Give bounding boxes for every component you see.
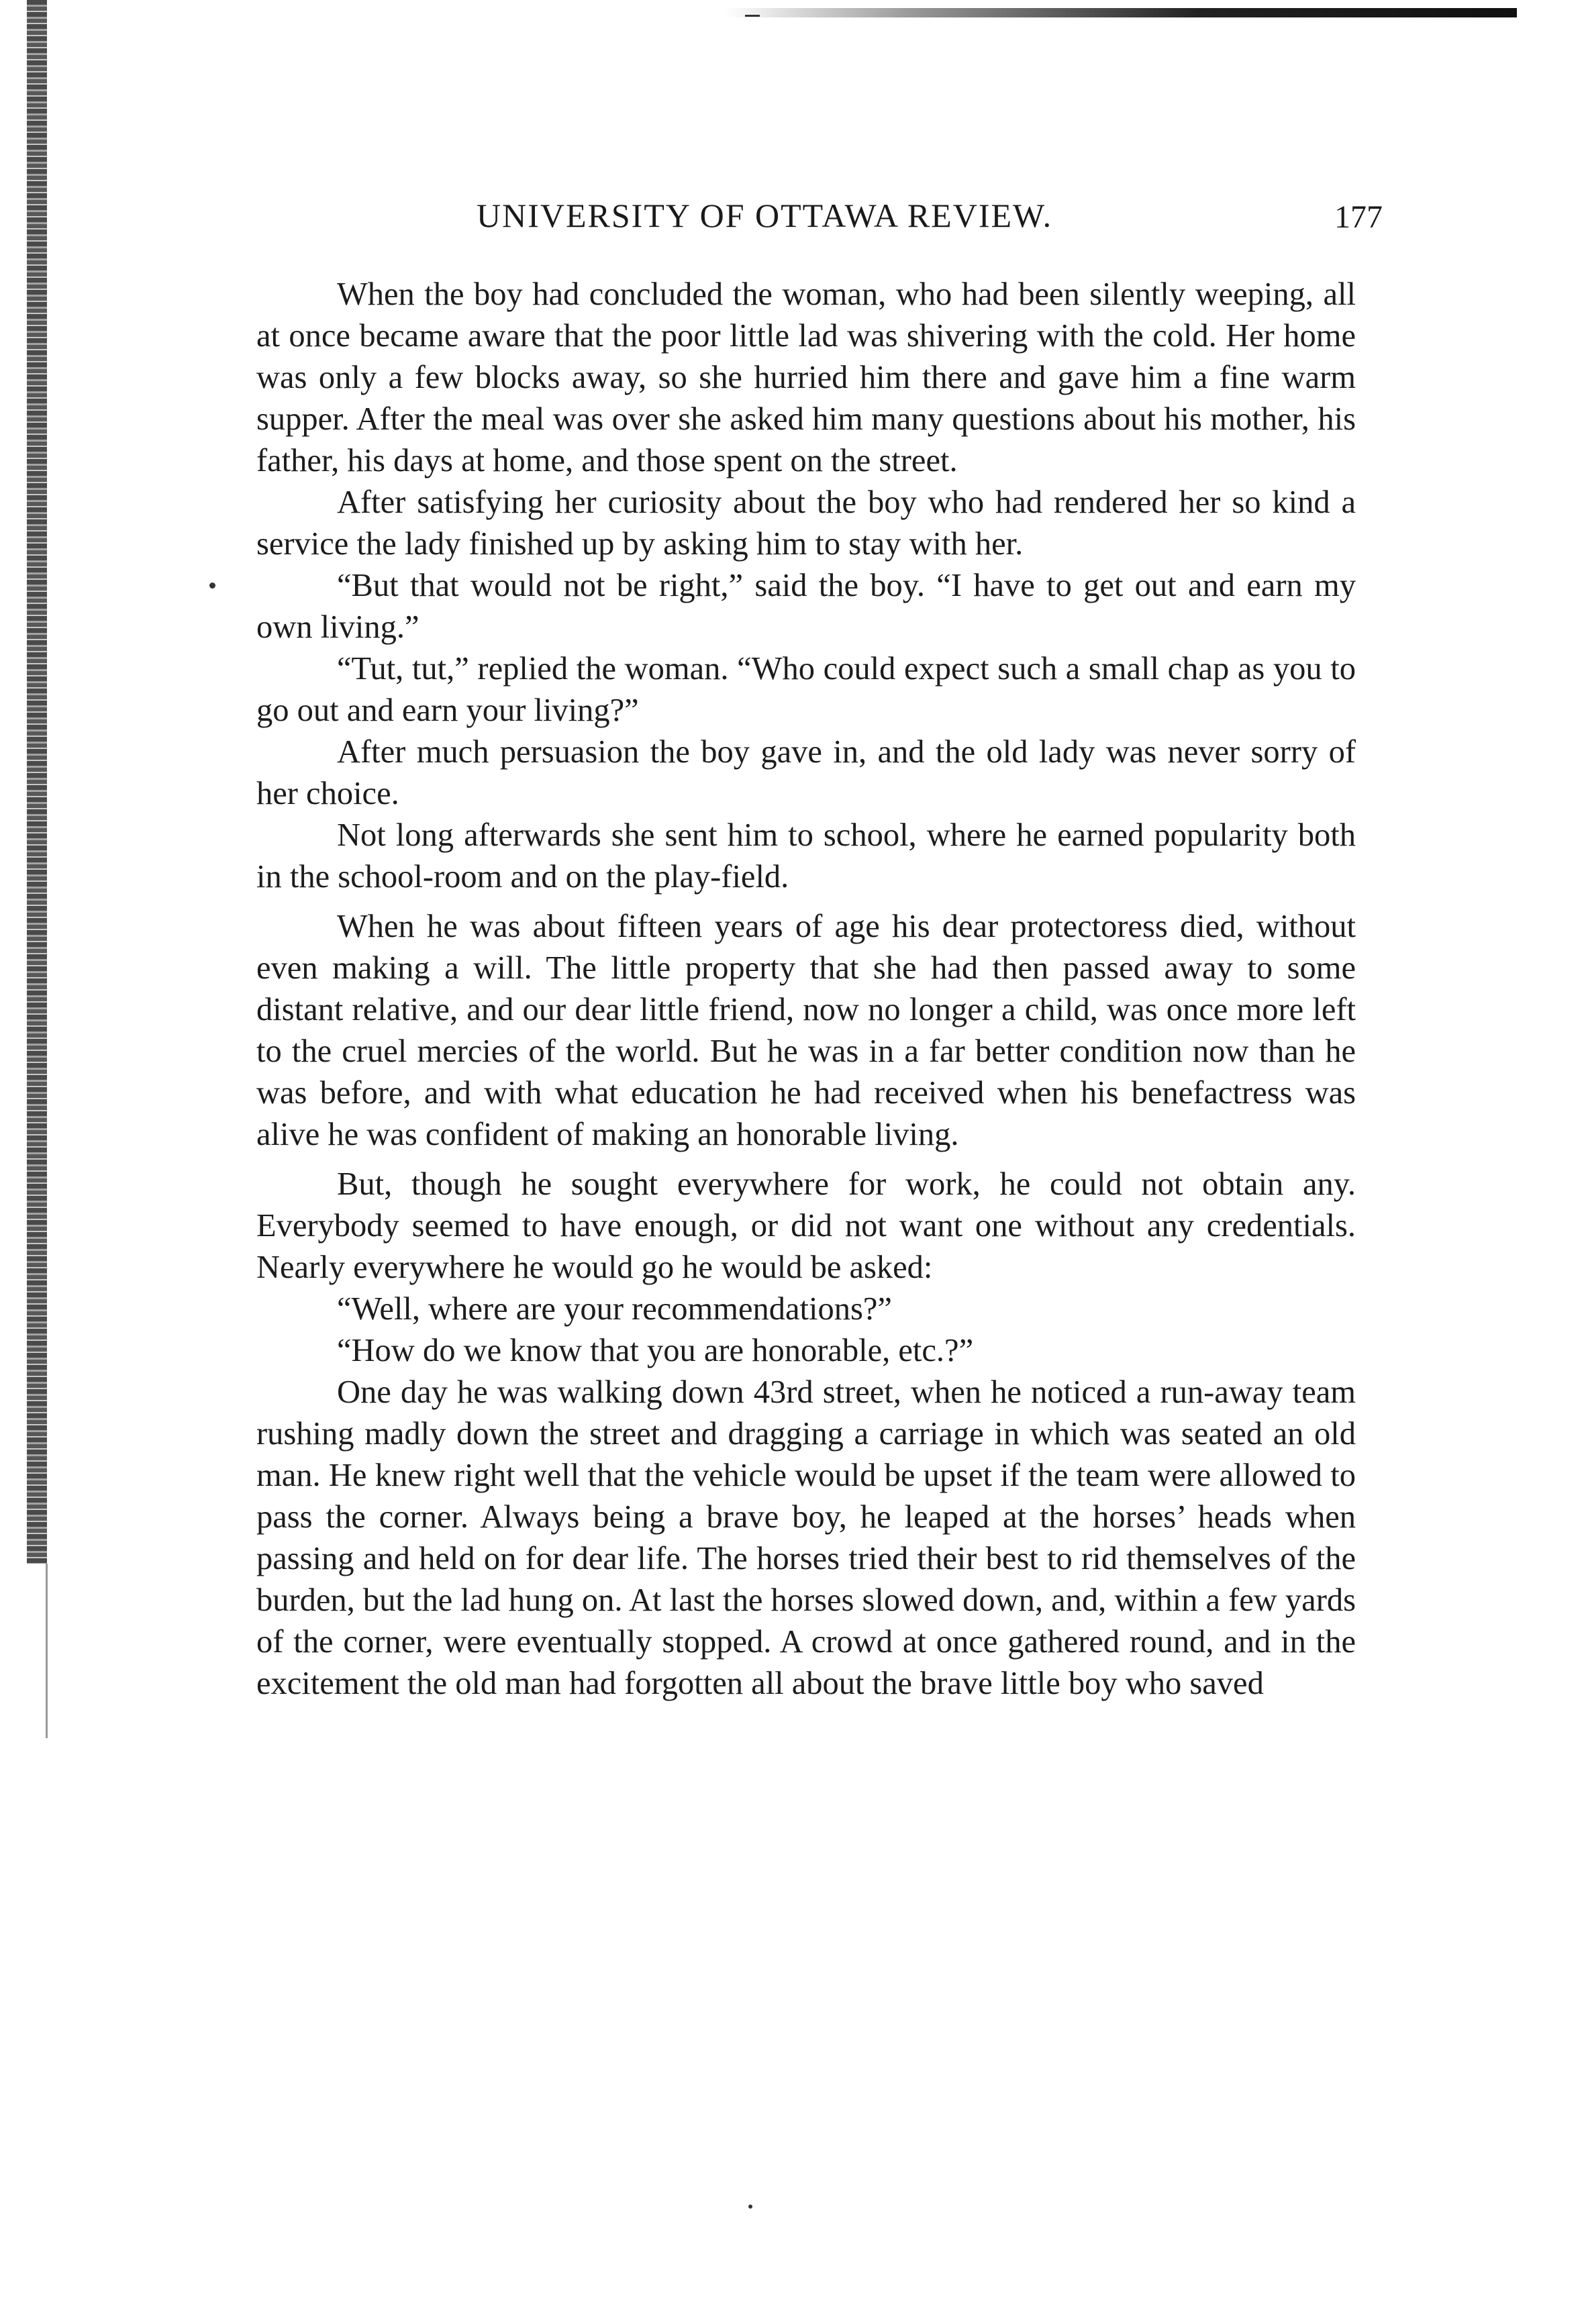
stray-dot-mark — [748, 2205, 752, 2209]
paragraph: After much persuasion the boy gave in, and the old lady was never sorry of her choice. — [256, 734, 1356, 811]
paragraph: “How do we know that you are honorable, etc.?” — [337, 1333, 974, 1368]
page-number: 177 — [1334, 199, 1383, 235]
article-body — [256, 274, 1356, 1705]
scan-binding-edge-lower — [46, 1564, 48, 1738]
paragraph: Not long afterwards she sent him to school, where he earned popularity both in the school-room and on the play-field. — [256, 817, 1356, 895]
stray-dot-mark — [209, 583, 215, 589]
paragraph: But, though he sought everywhere for work, he could not obtain any. Everybody seemed to have enough, or did not want one without any credentials. Nearly everywhere he would go he would be asked: — [256, 1166, 1356, 1285]
paragraph: After satisfying her curiosity about the boy who had rendered her so kind a service the lady finished up by asking him to stay with her. — [256, 485, 1356, 562]
paragraph: When the boy had concluded the woman, who had been silently weeping, all at once became aware that the poor little lad was shivering with the cold. Her home was only a few blocks away, so she hurried him there and gave him a fine warm supper. After the meal was over she asked him many questions about his mother, his father, his days at home, and those spent on the street. — [256, 276, 1356, 478]
paragraph: “But that would not be right,” said the boy. “I have to get out and earn my own living.” — [256, 568, 1356, 645]
scan-top-rule — [725, 8, 1517, 17]
scan-top-dash — [745, 15, 760, 17]
paragraph: “Tut, tut,” replied the woman. “Who could expect such a small chap as you to go out and earn your living?” — [256, 651, 1356, 728]
paragraph: When he was about fifteen years of age his dear protectoress died, without even making a will. The little property that she had then passed away to some distant relative, and our dear little friend, now no longer a child, was once more left to the cruel mercies of the world. But he was in a far better condition now than he was before, and with what education he had received when his benefactress was alive he was confident of making an honorable living. — [256, 909, 1356, 1152]
paragraph: One day he was walking down 43rd street, when he noticed a run-away team rushing madly down the street and dragging a carriage in which was seated an old man. He knew right well that the vehicle would be upset if the team were allowed to pass the corner. Always being a brave boy, he leaped at the horses’ heads when passing and held on for dear life. The horses tried their best to rid themselves of the burden, but the lad hung on. At last the horses slowed down, and, within a few yards of the corner, were eventually stopped. A crowd at once gathered round, and in the excitement the old man had forgotten all about the brave little boy who saved — [256, 1374, 1356, 1701]
journal-title: UNIVERSITY OF OTTAWA REVIEW. — [477, 197, 1053, 234]
scan-binding-edge — [27, 0, 47, 1564]
running-header — [255, 196, 1383, 243]
paragraph: “Well, where are your recommendations?” — [337, 1291, 892, 1327]
